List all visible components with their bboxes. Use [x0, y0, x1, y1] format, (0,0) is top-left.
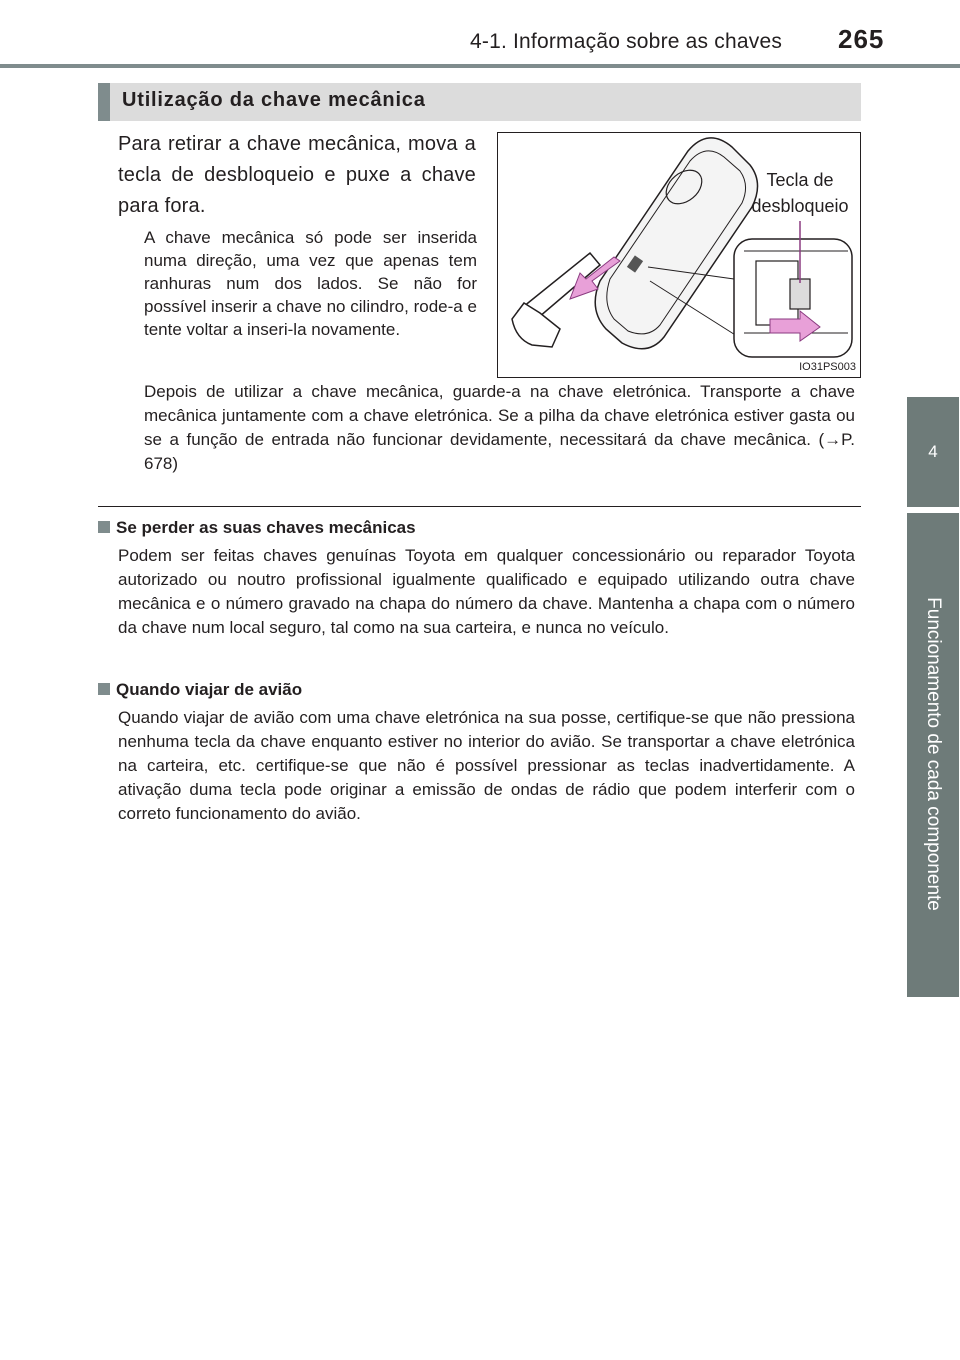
subsection-text: Podem ser feitas chaves genuínas Toyota em qualquer concessionário ou reparador Toyota autorizado ou noutro profissional igualmente qualificado e equipado utilizando outra chave mecânica e o número gravado na chapa do número da chave. Mantenha a chapa com o número da chave num local seguro, tal como na sua carteira, e nunca no veículo. — [118, 546, 855, 637]
unlock-button-label: Tecla de desbloqueio — [751, 170, 849, 216]
note-paragraph: A chave mecânica só pode ser inserida numa direção, uma vez que apenas tem ranhuras num dos lados. Se não for possível inserir a chave no cilindro, rode-a e tente voltar a inseri-la novamente. — [144, 228, 477, 339]
chapter-tab-label: Funcionamento de cada componente — [923, 597, 944, 911]
subsection-title: Se perder as suas chaves mecânicas — [116, 518, 416, 537]
chapter-tab-number: 4 — [907, 397, 959, 507]
section-title: Utilização da chave mecânica — [122, 89, 426, 111]
running-header: 4-1. Informação sobre as chaves — [470, 30, 783, 53]
storage-paragraph: Depois de utilizar a chave mecânica, guarde-a na chave eletrónica. Transporte a chave mecânica juntamente com a chave eletrónica. Se a pilha da chave eletrónica estiver gasta ou se a função de entrada não funcionar devidamente, necessitará da chave mecânica. (→P. 678) — [144, 382, 855, 473]
bullet-square-icon — [98, 521, 110, 533]
subsection-title: Quando viajar de avião — [116, 680, 303, 699]
section-heading — [98, 83, 861, 121]
subsection-heading — [98, 518, 416, 538]
section-divider — [98, 506, 861, 507]
subsection-text: Quando viajar de avião com uma chave eletrónica na sua posse, certifique-se que não pressiona nenhuma tecla da chave enquanto estiver no interior do avião. Se transportar a chave eletrónica na carteira, etc. certifique-se que não é possível pressionar as teclas inadvertidamente. A ativação duma tecla pode originar a emissão de ondas de rádio que podem interferir com o correto funcionamento do avião. — [118, 708, 855, 823]
key-fob-outline — [595, 138, 757, 349]
intro-paragraph: Para retirar a chave mecânica, mova a tecla de desbloqueio e puxe a chave para fora. — [118, 133, 476, 217]
page-number: 265 — [838, 24, 885, 54]
chapter-tab — [907, 513, 959, 997]
inset-release-button — [790, 279, 810, 309]
subsection-heading — [98, 680, 302, 700]
key-illustration — [497, 132, 861, 378]
bullet-square-icon — [98, 683, 110, 695]
header-rule — [0, 64, 960, 68]
figure-code: IO31PS003 — [799, 361, 856, 373]
